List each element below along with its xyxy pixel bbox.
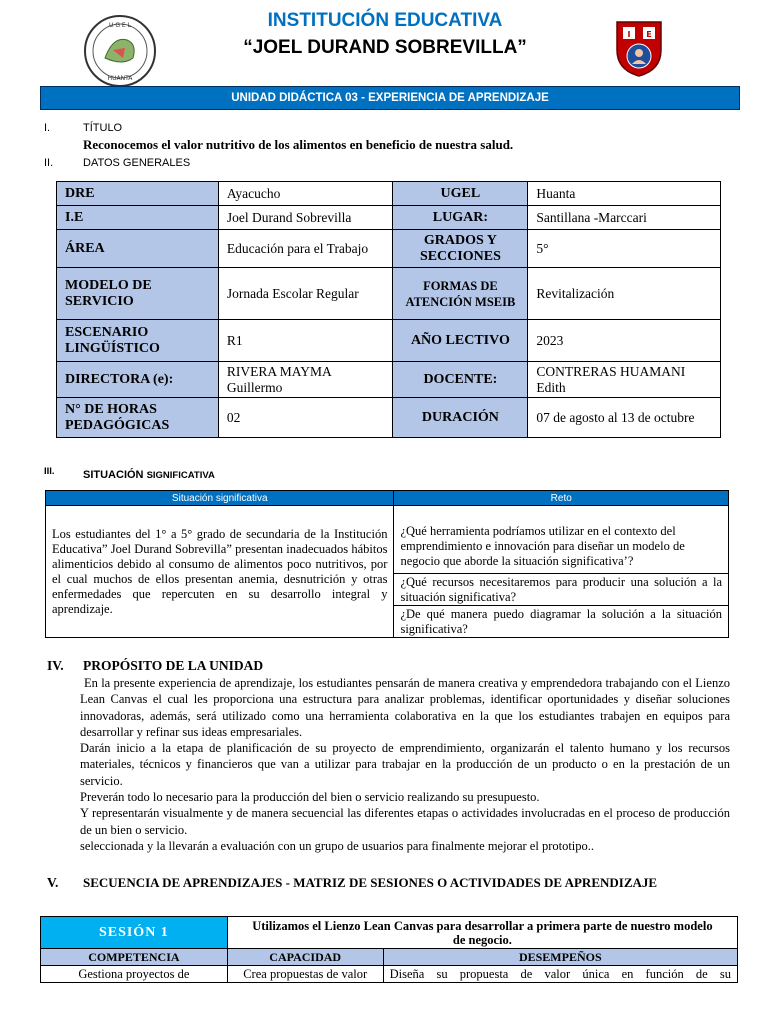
competencia-cell: Gestiona proyectos de [41,966,228,983]
label-horas: N° DE HORAS PEDAGÓGICAS [57,398,219,438]
label-dre: DRE [57,182,219,206]
reto-header: Reto [394,491,729,506]
label-directora: DIRECTORA (e): [57,362,219,398]
value-modelo: Jornada Escolar Regular [218,268,393,320]
section-5-title: SECUENCIA DE APRENDIZAJES - MATRIZ DE SESIONES O ACTIVIDADES DE APRENDIZAJE [83,875,658,890]
desempenos-cell: Diseña su propuesta de valor única en función de su [383,966,737,983]
proposito-paragraph: Preverán todo lo necesario para la producción del bien o servicio realizando su presupuesto. [80,790,540,805]
label-ugel: UGEL [393,182,528,206]
value-escenario: R1 [218,320,393,362]
section-5-number: V. [47,875,59,890]
institution-name: “JOEL DURAND SOBREVILLA” [243,37,527,58]
unit-banner: UNIDAD DIDÁCTICA 03 - EXPERIENCIA DE APRENDIZAJE [40,86,740,110]
value-ugel: Huanta [528,182,721,206]
sesion-table [40,916,738,983]
section-1-title: TÍTULO [83,122,123,134]
svg-text:I: I [627,30,631,39]
label-grados: GRADOS Y SECCIONES [393,230,528,268]
table-row [57,206,721,230]
capacidad-header: CAPACIDAD [227,949,383,966]
section-2-number: II. [44,157,54,169]
situacion-header: Situación significativa [46,491,394,506]
desempenos-header: DESEMPEÑOS [383,949,737,966]
label-escenario: ESCENARIO LINGÜÍSTICO [57,320,219,362]
table-header-row [46,491,729,506]
section-3-title-a: SITUACIÓN [83,469,147,481]
label-modelo: MODELO DE SERVICIO [57,268,219,320]
value-grados: 5° [528,230,721,268]
proposito-paragraph: seleccionada y la llevarán a evaluación con un grupo de usuarios para finalmente mejorar el prototipo.. [80,838,595,853]
section-4-number: IV. [47,658,64,673]
table-row [57,398,721,438]
value-docente: CONTRERAS HUAMANI Edith [528,362,721,398]
svg-text:HUANTA: HUANTA [107,75,133,82]
proposito-paragraph: En la presente experiencia de aprendizaje, los estudiantes pensarán de manera creativa y emprendedora trabajando con el Lienzo Lean Canvas el cual les proporciona una estructura para analizar problemas, identificar oportunidades y diseñar soluciones innovadoras, además, será utilizado como una herramienta colaborativa en la que los estudiantes trabajen en equipos para desarrollar y refinar sus ideas empresariales. [80,676,730,739]
proposito-paragraph: Y representarán visualmente y de manera secuencial las diferentes etapas o actividades involucradas en el proceso de producción de un bien o servicio. [80,806,730,837]
capacidad-cell: Crea propuestas de valor [227,966,383,983]
ugel-huanta-logo [83,14,157,88]
reto-2: ¿Qué recursos necesitaremos para producir una solución a la situación significativa? [394,574,729,606]
table-row [57,362,721,398]
section-3-number: III. [44,466,55,477]
institution-label: INSTITUCIÓN EDUCATIVA [267,10,503,31]
label-anio: AÑO LECTIVO [393,320,528,362]
school-crest-logo [613,16,665,78]
label-ie: I.E [57,206,219,230]
value-dre: Ayacucho [218,182,393,206]
competencia-header: COMPETENCIA [41,949,228,966]
svg-text:E: E [646,30,652,39]
value-anio: 2023 [528,320,721,362]
section-2-title: DATOS GENERALES [83,157,191,169]
label-lugar: LUGAR: [393,206,528,230]
situacion-text: Los estudiantes del 1° a 5° grado de secundaria de la Institución Educativa” Joel Durand Sobrevilla” presentan inadecuados hábitos alimenticios debido al consumo de alimentos poco nutritivos, por el cual muchos de ellos presentan anemia, desnutrición y otras enfermedades que repercuten en su desarrollo integral y aprendizaje. [46,506,394,638]
proposito-text [80,675,730,854]
label-formas: FORMAS DE ATENCIÓN MSEIB [393,268,528,320]
situacion-table [45,490,729,638]
value-horas: 02 [218,398,393,438]
table-row [57,182,721,206]
section-4-title: PROPÓSITO DE LA UNIDAD [83,658,264,673]
table-row [57,320,721,362]
datos-generales-table [56,181,721,438]
table-row [46,506,729,574]
table-row [41,917,738,949]
value-lugar: Santillana -Marccari [528,206,721,230]
table-row [57,268,721,320]
value-formas: Revitalización [528,268,721,320]
reto-3: ¿De qué manera puedo diagramar la solución a la situación significativa? [394,606,729,638]
section-1-number: I. [44,122,51,134]
svg-text:U G E L: U G E L [109,22,131,29]
section-3-title [83,465,215,483]
value-ie: Joel Durand Sobrevilla [218,206,393,230]
sesion-label: SESIÓN 1 [41,917,228,949]
value-duracion: 07 de agosto al 13 de octubre [528,398,721,438]
table-header-row [41,949,738,966]
proposito-paragraph: Darán inicio a la etapa de planificación de su proyecto de emprendimiento, organizarán el talento humano y los recursos materiales, técnicos y financieros que van a utilizar para trabajar en la producción de un producto o en la prestación de un servicio. [80,741,730,788]
label-docente: DOCENTE: [393,362,528,398]
sesion-title: Utilizamos el Lienzo Lean Canvas para desarrollar a primera parte de nuestro modelo de negocio. [227,917,737,949]
value-directora: RIVERA MAYMA Guillermo [218,362,393,398]
section-3-title-b: SIGNIFICATIVA [146,470,215,481]
table-row [57,230,721,268]
unit-title-text: Reconocemos el valor nutritivo de los alimentos en beneficio de nuestra salud. [83,137,514,152]
table-row [41,966,738,983]
label-area: ÁREA [57,230,219,268]
value-area: Educación para el Trabajo [218,230,393,268]
reto-1: ¿Qué herramienta podríamos utilizar en el contexto del emprendimiento e innovación para diseñar un modelo de negocio que aborde la situación significativa’? [394,506,729,574]
label-duracion: DURACIÓN [393,398,528,438]
